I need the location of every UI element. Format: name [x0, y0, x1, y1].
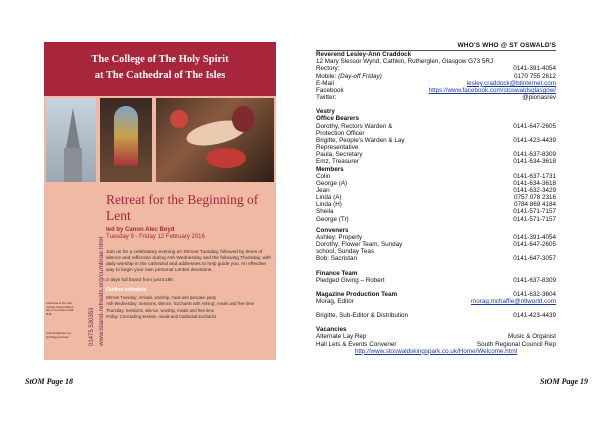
poster-side-column: [46, 192, 76, 360]
poster-header: [44, 42, 276, 96]
cathedral-photo: [46, 98, 96, 182]
vestry-heading: Vestry: [316, 108, 335, 116]
contact-row-continued: Representative: [316, 144, 359, 152]
contact-row: George (Tr) 0141-571-7157: [316, 215, 556, 223]
poster-phone-vertical: 01475 530353: [89, 307, 95, 346]
facebook-link[interactable]: https://www.facebook.com/stoswaldsglasgow/: [428, 86, 556, 94]
contact-row: Ashley: Property 0141-391-4054: [316, 233, 556, 241]
contact-row-continued: school, Sunday Teas: [316, 248, 374, 256]
finance-heading: Finance Team: [316, 269, 358, 277]
poster-title: The College of The Holy Spirit at The Cathedral of The Isles: [91, 54, 229, 81]
pieta-painting: [156, 98, 274, 182]
contact-row: Emz, Treasurer 0141-634-3618: [316, 158, 556, 166]
contact-row: George (A) 0141-634-3618: [316, 179, 556, 187]
retreat-leader: led by Canon Alec Boyd: [106, 227, 175, 233]
stained-glass-photo: [100, 98, 152, 182]
contact-row: Dorothy: Flower Team, Sunday 0141-647-2605: [316, 241, 556, 249]
contact-row: Jean 0141-632-3429: [316, 186, 556, 194]
vacancy-row: Hall Lets & Events Convener South Regional Council Rep: [316, 340, 556, 348]
outline-list: [106, 295, 274, 320]
tower-shape: [64, 148, 82, 182]
facebook-row: Facebook https://www.facebook.com/stoswaldsglasgow/: [316, 86, 556, 94]
retreat-title: Retreat for the Beginning of Lent: [106, 192, 259, 223]
page-number-left: StOM Page 18: [25, 377, 73, 386]
contact-row: Colin 0141-637-1731: [316, 172, 556, 180]
conveners-heading: Conveners: [316, 226, 349, 234]
website-link[interactable]: http://www.stoswaldskingspark.co.uk/Home/Welcome.html: [354, 347, 518, 355]
contact-row: Linda (H) 0784 869 4184: [316, 201, 556, 209]
spire-shape: [66, 108, 80, 148]
members-heading: Members: [316, 165, 344, 173]
contact-row: Pledged Giving – Robert 0141-637-8309: [316, 276, 556, 284]
retreat-dates: Tuesday 9 - Friday 12 February 2016: [106, 234, 205, 240]
contact-row: Brigitte, Sub-Editor & Distribution 0141-423-4439: [316, 312, 556, 320]
rectory-row: Rectory: 0141-391-4054: [316, 65, 556, 73]
office-bearers-heading: Office Bearers: [316, 115, 360, 123]
vacancies-heading: Vacancies: [316, 326, 347, 334]
whos-who-header: WHO'S WHO @ ST OSWALD'S: [316, 42, 556, 51]
contact-row: Linda (A) 0757 078 2316: [316, 194, 556, 202]
outline-item: Friday: Concluding session, meals and Cathedral Eucharist: [106, 314, 216, 320]
outline-title: Outline schedule: [106, 287, 147, 293]
outline-item: Ash Wednesday: Sessions, silence, 'Eucharist with Ashing', meals and free time: [106, 301, 254, 307]
page-number-right: StOM Page 19: [540, 377, 588, 386]
email-row: E-Mail lesley.craddock@btinternet.com: [316, 79, 556, 87]
poster-url-vertical: www.island-retreats.org/cumbrae.html: [98, 236, 105, 346]
magazine-row: Magazine Production Team 0141-632-3604: [316, 290, 556, 298]
contact-row: Bob: Sacristan 0141-647-3057: [316, 255, 556, 263]
poster-side-email: cathedral@isles.org · @collegecumbrae: [46, 331, 73, 339]
retreat-description: Join us for a celebratory evening on Shrove Tuesday, followed by times of silence and reflection during Ash Wednesday and the following Thursday, with daily worship in the cathedral and addresses to help guide you. An effective way to begin your own personal Lenten devotions.: [106, 250, 272, 273]
figure-shape: [206, 148, 246, 168]
rector-address: 12 Mary Slessor Wynd, Cathkin, Rutherglen, Glasgow G73 5RJ: [316, 58, 494, 66]
contact-row: Sheila 0141-571-7157: [316, 208, 556, 216]
retreat-cost: 3 days full board from just £186: [106, 278, 173, 283]
figure-shape: [232, 106, 254, 132]
vacancy-row: Alternate Lay Rep Music & Organist: [316, 333, 556, 341]
poster-body: [106, 192, 274, 320]
mobile-row: Mobile: (Day-off Friday) 0170 755 2612: [316, 72, 556, 80]
contact-row: Brigitte, People's Warden & Lay 0141-423-4439: [316, 136, 556, 144]
contact-row: Dorothy, Rectors Warden & 0141-647-2605: [316, 122, 556, 130]
magazine-heading: Magazine Production Team: [316, 290, 398, 298]
outline-item: Shrove Tuesday: Arrivals, worship, meal and pancake party: [106, 295, 217, 300]
editor-email-link[interactable]: morag.mchaffie@ntlworld.com: [470, 298, 556, 305]
contact-row: Morag, Editor morag.mchaffie@ntlworld.com: [316, 298, 556, 305]
outline-item: Thursday: Sessions, silence, worship, meals and free time: [106, 307, 214, 313]
window-shape: [114, 106, 138, 166]
poster-side-address: Cathedral of the Isles College Street Millport Isle of Cumbrae KA28 0HE: [46, 301, 74, 316]
contact-row-continued: Protection Officer: [316, 129, 365, 137]
twitter-row: Twitter: @pionasrev: [316, 94, 556, 102]
contact-row: Paula, Secretary 0141-637-8309: [316, 151, 556, 159]
figure-shape: [170, 110, 188, 128]
rector-email-link[interactable]: lesley.craddock@btinternet.com: [466, 79, 556, 87]
rector-name: Reverend Lesley-Ann Craddock: [316, 51, 412, 59]
whos-who-directory: [316, 42, 556, 355]
retreat-poster: [44, 42, 276, 360]
